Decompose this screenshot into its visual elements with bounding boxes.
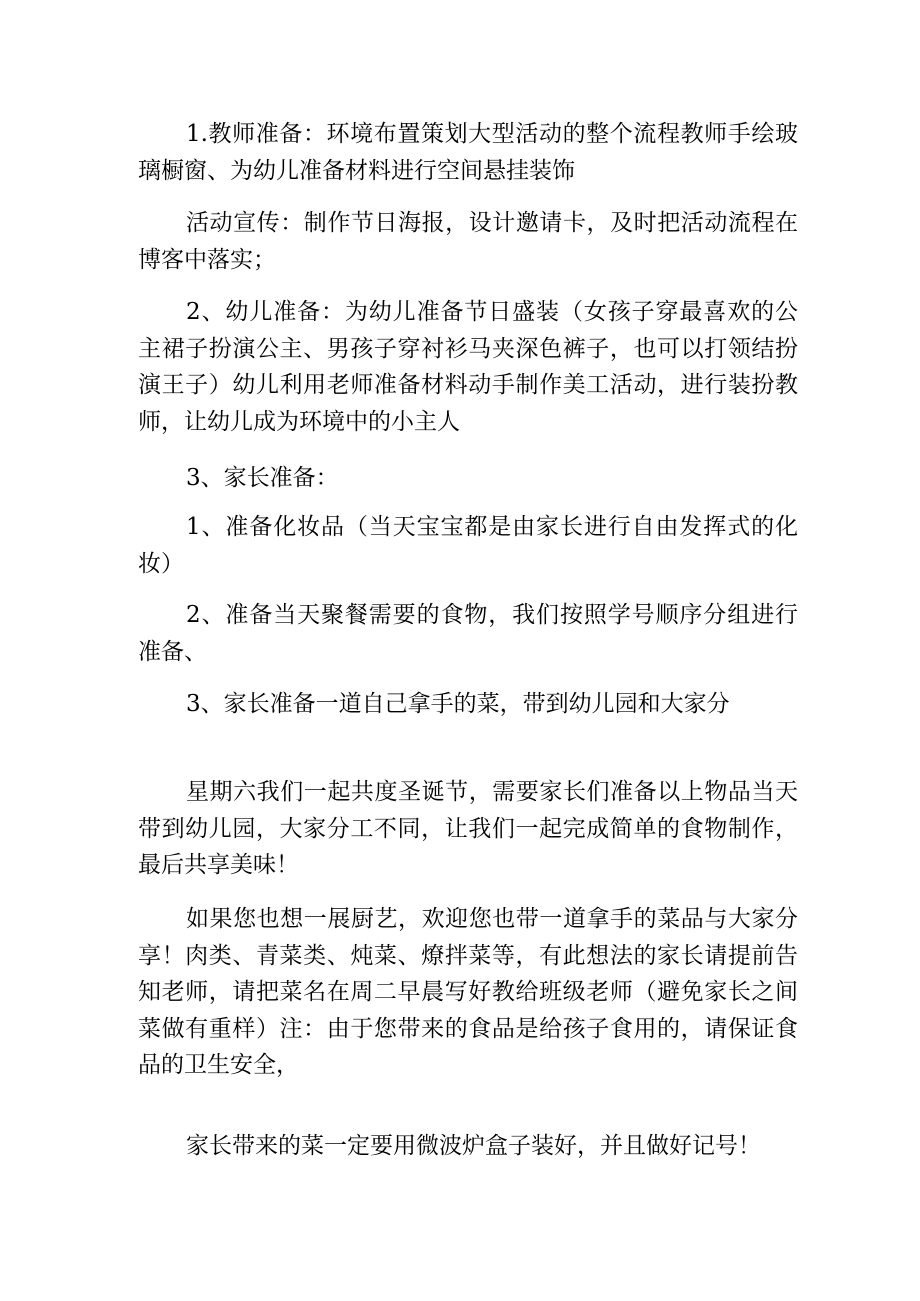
paragraph-cosmetics-item: 1、准备化妆品（当天宝宝都是由家长进行自由发挥式的化妆） — [138, 514, 798, 577]
paragraph-food-item: 2、准备当天聚餐需要的食物，我们按照学号顺序分组进行准备、 — [138, 602, 798, 665]
paragraph-child-preparation: 2、幼儿准备：为幼儿准备节日盛装（女孩子穿最喜欢的公主裙子扮演公主、男孩子穿衬衫马夹深色裤子，也可以打领结扮演王子）幼儿利用老师准备材料动手制作美工活动，进行装扮教师，让幼儿成为环境中的小主人 — [138, 299, 798, 435]
paragraph-teacher-preparation: 1.教师准备：环境布置策划大型活动的整个流程教师手绘玻璃橱窗、为幼儿准备材料进行空间悬挂装饰 — [138, 121, 798, 184]
paragraph-christmas-notice: 星期六我们一起共度圣诞节，需要家长们准备以上物品当天带到幼儿园，大家分工不同，让我们一起完成简单的食物制作，最后共享美味！ — [138, 779, 798, 878]
paragraph-cooking-invitation: 如果您也想一展厨艺，欢迎您也带一道拿手的菜品与大家分享！肉类、青菜类、炖菜、燎拌菜等，有此想法的家长请提前告知老师，请把菜名在周二早晨写好教给班级老师（避免家长之间菜做有重样）注：由于您带来的食品是给孩子食用的，请保证食品的卫生安全， — [138, 906, 798, 1078]
paragraph-dish-item: 3、家长准备一道自己拿手的菜，带到幼儿园和大家分 — [186, 691, 730, 717]
paragraph-container-reminder: 家长带来的菜一定要用微波炉盒子装好，并且做好记号！ — [186, 1133, 761, 1159]
paragraph-activity-promotion: 活动宣传：制作节日海报，设计邀请卡，及时把活动流程在博客中落实； — [138, 210, 798, 273]
paragraph-parent-preparation-heading: 3、家长准备： — [186, 465, 339, 491]
